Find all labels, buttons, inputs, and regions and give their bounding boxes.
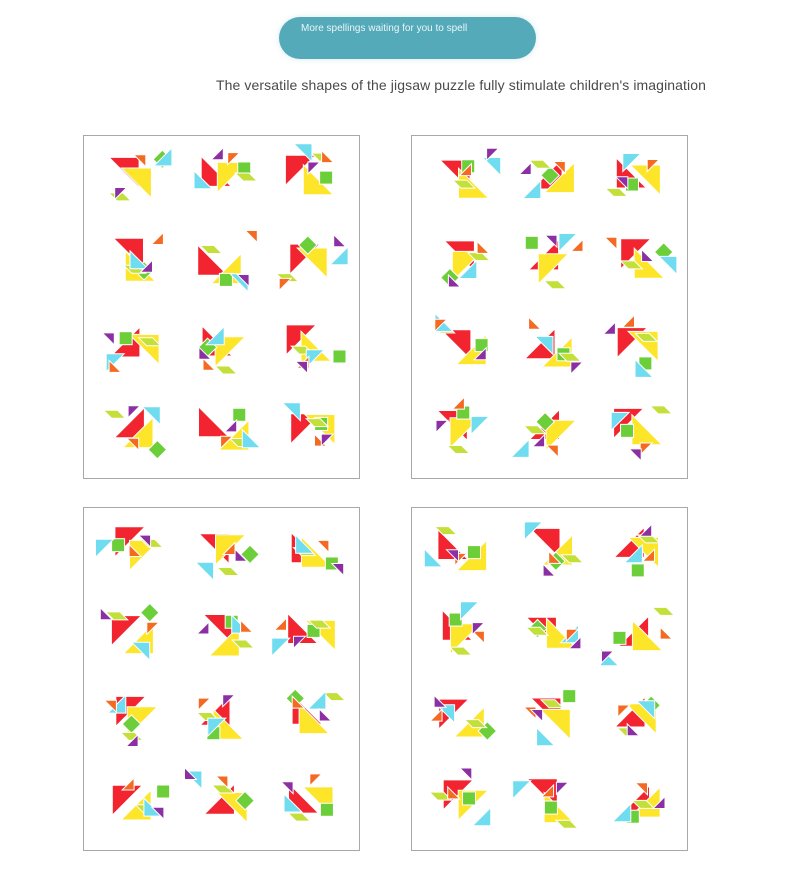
tangram-medium-triangle (471, 416, 489, 434)
tangram-square (525, 236, 538, 249)
tangram-small-triangle (636, 783, 648, 795)
tangram-figure-kicker (513, 779, 578, 828)
tangram-small-triangle (310, 774, 322, 786)
tangram-figure-dancer (524, 522, 583, 576)
tangram-square (631, 564, 644, 577)
tangram-small-triangle (281, 782, 293, 794)
tangram-figure-skater (614, 524, 659, 577)
tangram-square (544, 801, 557, 814)
tangram-small-triangle (623, 315, 635, 327)
tangram-square (233, 408, 246, 421)
tangram-parallelogram (650, 406, 672, 414)
tangram-medium-triangle (196, 562, 214, 580)
tangram-parallelogram (212, 785, 234, 793)
tangram-figure-thrower (601, 607, 675, 665)
tangram-small-triangle (430, 709, 442, 721)
tangram-figure-runner2 (442, 602, 484, 655)
tangram-medium-triangle (537, 728, 555, 746)
tangram-parallelogram (544, 281, 566, 289)
tangram-square (467, 546, 480, 559)
tangram-small-triangle (436, 420, 448, 432)
tangram-medium-triangle (513, 781, 531, 799)
tangram-small-triangle (319, 709, 331, 721)
tangram-square (621, 424, 634, 437)
tangram-parallelogram (121, 732, 143, 740)
panel-top-left (83, 135, 360, 479)
tangram-square (119, 332, 132, 345)
tangram-small-triangle (197, 622, 209, 634)
tangram-medium-triangle (523, 181, 541, 199)
tangram-square (563, 690, 576, 703)
tangram-square (320, 803, 333, 816)
tangram-square (463, 792, 476, 805)
tangram-small-triangle (241, 620, 253, 632)
tangram-figure-bird (272, 614, 336, 657)
tangram-figure-walker (524, 690, 576, 746)
tangram-figure-jumper (526, 617, 581, 649)
tangram-figure-fish (441, 241, 490, 287)
tangram-parallelogram (104, 410, 126, 418)
tangram-small-triangle (642, 250, 654, 262)
tangram-medium-triangle (308, 691, 326, 709)
tangram-small-triangle (102, 333, 114, 345)
tangram-square (219, 273, 232, 286)
tangram-small-triangle (556, 782, 568, 794)
tangram-figure-camel (525, 234, 583, 289)
tangram-figure-house (104, 695, 157, 746)
tangram-square (320, 171, 333, 184)
tangram-square (333, 350, 346, 363)
tangram-small-triangle (640, 443, 652, 455)
tangram-figure-runner (424, 527, 486, 571)
tangram-small-triangle (198, 698, 210, 710)
tangram-medium-triangle (483, 158, 501, 176)
tangram-parallelogram (605, 188, 627, 196)
tangram-small-triangle (245, 231, 257, 243)
tangram-small-triangle (211, 148, 223, 160)
tangram-parallelogram (450, 647, 472, 655)
tangram-parallelogram (448, 446, 470, 454)
tangram-large-triangle (538, 254, 568, 284)
panel-bottom-left (83, 507, 360, 851)
tangram-small-triangle (203, 358, 215, 370)
tangram-parallelogram (556, 820, 578, 828)
tangram-small-triangle (151, 233, 163, 245)
tangram-medium-triangle (473, 808, 491, 826)
tangram-medium-triangle (613, 804, 631, 822)
tangram-parallelogram (288, 813, 310, 821)
tangram-square (613, 631, 626, 644)
tangram-figure-tower (291, 533, 344, 576)
tangram-figure-fish3 (286, 325, 346, 374)
tangram-figure-bird (198, 326, 245, 374)
tangram-figure-boat (611, 406, 672, 461)
tangram-small-triangle (122, 778, 134, 790)
tangram-figure-whale (440, 148, 501, 198)
tangram-small-triangle (629, 449, 641, 461)
tangram-small-triangle (605, 237, 617, 249)
tangram-parallelogram (235, 173, 257, 181)
tangram-parallelogram (323, 693, 345, 701)
tangram-small-triangle (452, 397, 464, 409)
tangram-small-triangle (529, 317, 541, 329)
panel-top-right (411, 135, 688, 479)
tangram-medium-triangle (659, 256, 677, 274)
tangram-figure-lighthouse (112, 778, 169, 820)
tangram-figure-bird2 (282, 403, 335, 446)
tangram-figure-house2 (511, 410, 576, 458)
spellings-banner-label: More spellings waiting for you to spell (301, 23, 468, 34)
tangram-figure-dancer2 (430, 695, 496, 740)
tangram-small-triangle (225, 420, 237, 432)
tangram-small-triangle (571, 239, 583, 251)
tangram-figure-fish4 (199, 407, 261, 450)
tangram-parallelogram (215, 366, 237, 374)
tangram-medium-triangle (272, 638, 290, 656)
tangram-square (157, 785, 170, 798)
tangram-figure-arrow-house (605, 154, 660, 197)
tangram-figure-cube-house (100, 603, 159, 660)
tangram-parallelogram (529, 160, 551, 168)
tangram-figure-rabbit (433, 313, 488, 364)
tangram-large-triangle (121, 168, 151, 198)
tangram-large-triangle (540, 709, 570, 739)
tangram-small-triangle (334, 235, 346, 247)
tangram-figure-arrow-tower (197, 695, 243, 740)
tangram-figure-pig (436, 397, 489, 453)
tangram-small-triangle (546, 445, 558, 457)
tangram-small-triangle (603, 322, 615, 334)
tangram-medium-triangle (96, 539, 114, 557)
tangram-small-triangle (308, 162, 320, 174)
tangram-small-triangle (460, 768, 472, 780)
tangram-figure-chair (603, 315, 658, 377)
tangram-small-triangle (317, 540, 329, 552)
tangram-square (141, 603, 159, 621)
tangram-parallelogram (217, 568, 239, 576)
tangram-figure-snail (285, 144, 333, 195)
tangram-small-triangle (279, 278, 291, 290)
tangram-figure-fish (109, 148, 172, 201)
tangram-figure-bird-flying (102, 327, 160, 372)
tangram-medium-triangle (330, 247, 348, 265)
tangram-figure-person-sitting (184, 768, 254, 823)
tangram-small-triangle (477, 241, 489, 253)
panel-bottom-right (411, 507, 688, 851)
tangram-figure-rocket (96, 527, 163, 571)
tangram-parallelogram (652, 607, 674, 615)
tangram-small-triangle (660, 627, 672, 639)
tangram-figure-house (605, 237, 677, 278)
tangram-figure-plane (194, 148, 257, 193)
tangram-figure-house (198, 231, 258, 292)
tangram-figure-star-person (430, 768, 491, 826)
tangram-figure-bird2 (286, 689, 345, 733)
tangram-small-triangle (322, 151, 334, 163)
tangram-figure-tent (196, 534, 260, 581)
tangram-small-triangle (519, 163, 531, 175)
tangram-figure-dog (519, 159, 574, 199)
tangram-small-triangle (571, 362, 583, 374)
tangram-medium-triangle (296, 535, 314, 553)
tangram-figure-train (197, 615, 254, 657)
tangram-large-triangle (632, 415, 662, 445)
tangram-small-triangle (545, 235, 557, 247)
tangram-figure-giraffe (525, 317, 583, 374)
tangram-figure-swan (114, 233, 164, 282)
tangram-medium-triangle (242, 430, 260, 448)
tangram-figure-sitter (613, 783, 665, 823)
spellings-banner-button[interactable] (279, 17, 536, 59)
tangram-figure-swimmer (615, 696, 660, 736)
tangram-square (112, 539, 125, 552)
tangram-medium-triangle (461, 602, 479, 620)
tangram-figure-toucan (281, 774, 333, 821)
subtitle-text: The versatile shapes of the jigsaw puzzle fully stimulate children's imagination (216, 77, 707, 93)
tangram-large-triangle (297, 248, 327, 278)
tangram-medium-triangle (511, 439, 529, 457)
tangram-figure-fish2 (276, 235, 348, 291)
tangram-figure-duck (104, 406, 167, 459)
tangram-small-triangle (275, 618, 287, 630)
